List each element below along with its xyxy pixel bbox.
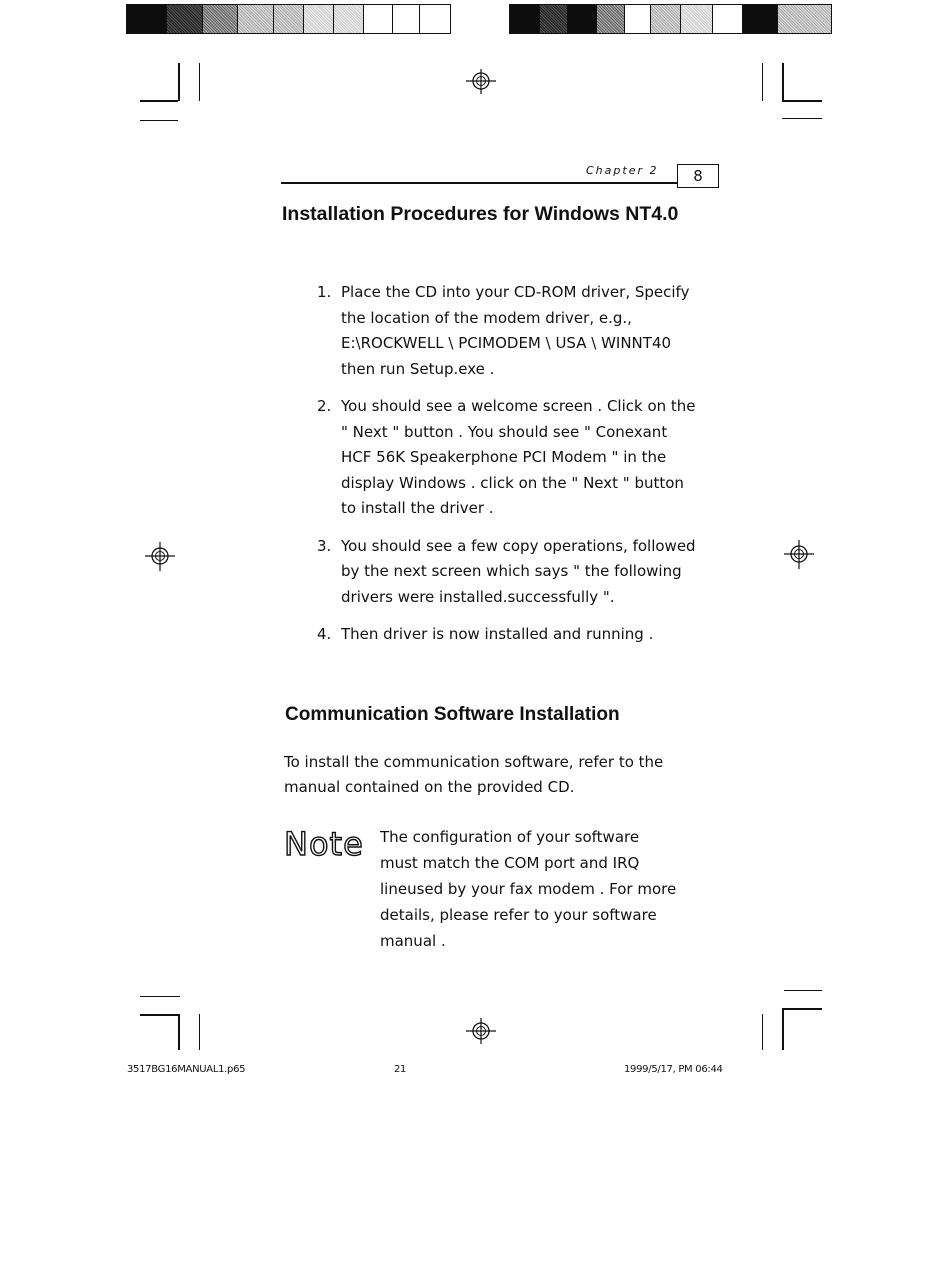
crop-mark-top-right-v [762,63,763,101]
footer-timestamp: 1999/5/17, PM 06:44 [624,1064,723,1075]
crop-mark-bottom-left-h [140,1014,178,1016]
step-text: Place the CD into your CD-ROM driver, Specify the location of the modem driver, e.g., E:\ROCKWELL \ PCIMODEM \ USA \ WINNT40 then run Setup.exe . [341,283,690,378]
crop-mark-bottom-left-h2 [140,996,180,997]
list-item [313,394,698,522]
list-item [313,534,698,611]
crop-mark-top-left-v [178,63,180,101]
step-number: 2. [317,397,332,415]
installation-steps-list [313,280,698,660]
registration-mark-bottom-icon [466,1016,496,1046]
step-text: You should see a welcome screen . Click on the " Next " button . You should see " Conexant HCF 56K Speakerphone PCI Modem " in the display Windows . click on the " Next " button to install the driver . [341,397,696,517]
footer-sheet-number: 21 [394,1064,407,1075]
page-number-box: 8 [677,164,719,188]
color-bar-right [509,4,832,34]
color-bar-left [126,4,451,34]
registration-mark-right-icon [784,539,814,569]
footer-file-name: 3517BG16MANUAL1.p65 [127,1064,246,1075]
crop-mark-top-right-v2 [782,63,784,101]
note-text: The configuration of your software must match the COM port and IRQ lineused by your fax modem . For more details, please refer to your software manual . [380,828,677,950]
step-number: 1. [317,283,332,301]
list-item [313,622,698,648]
communication-intro-text: To install the communication software, refer to the manual contained on the provided CD. [284,753,664,796]
note-label: Note [284,825,364,863]
crop-mark-top-right-h [782,100,822,102]
crop-mark-top-left-v2 [199,63,200,101]
section-title-installation: Installation Procedures for Windows NT4.0 [282,203,679,225]
step-text: You should see a few copy operations, followed by the next screen which says " the following drivers were installed.successfully ". [341,536,696,606]
crop-mark-bottom-right-v2 [782,1008,784,1050]
crop-mark-bottom-left-v [178,1014,180,1050]
header-rule [281,182,677,184]
step-text: Then driver is now installed and running . [341,625,654,643]
registration-mark-left-icon [145,541,175,571]
chapter-label: Chapter 2 [586,164,659,177]
step-number: 4. [317,625,332,643]
crop-mark-top-left-h2 [140,120,178,121]
crop-mark-bottom-right-h [782,1008,822,1010]
crop-mark-top-left-h [140,100,178,102]
list-item [313,280,698,382]
section-title-communication: Communication Software Installation [285,704,620,725]
crop-mark-bottom-right-v [762,1014,763,1050]
crop-mark-top-right-h2 [782,118,822,119]
crop-mark-bottom-left-v2 [199,1014,200,1050]
crop-mark-bottom-right-h2 [784,990,822,991]
step-number: 3. [317,536,332,555]
registration-mark-top-icon [466,66,496,96]
